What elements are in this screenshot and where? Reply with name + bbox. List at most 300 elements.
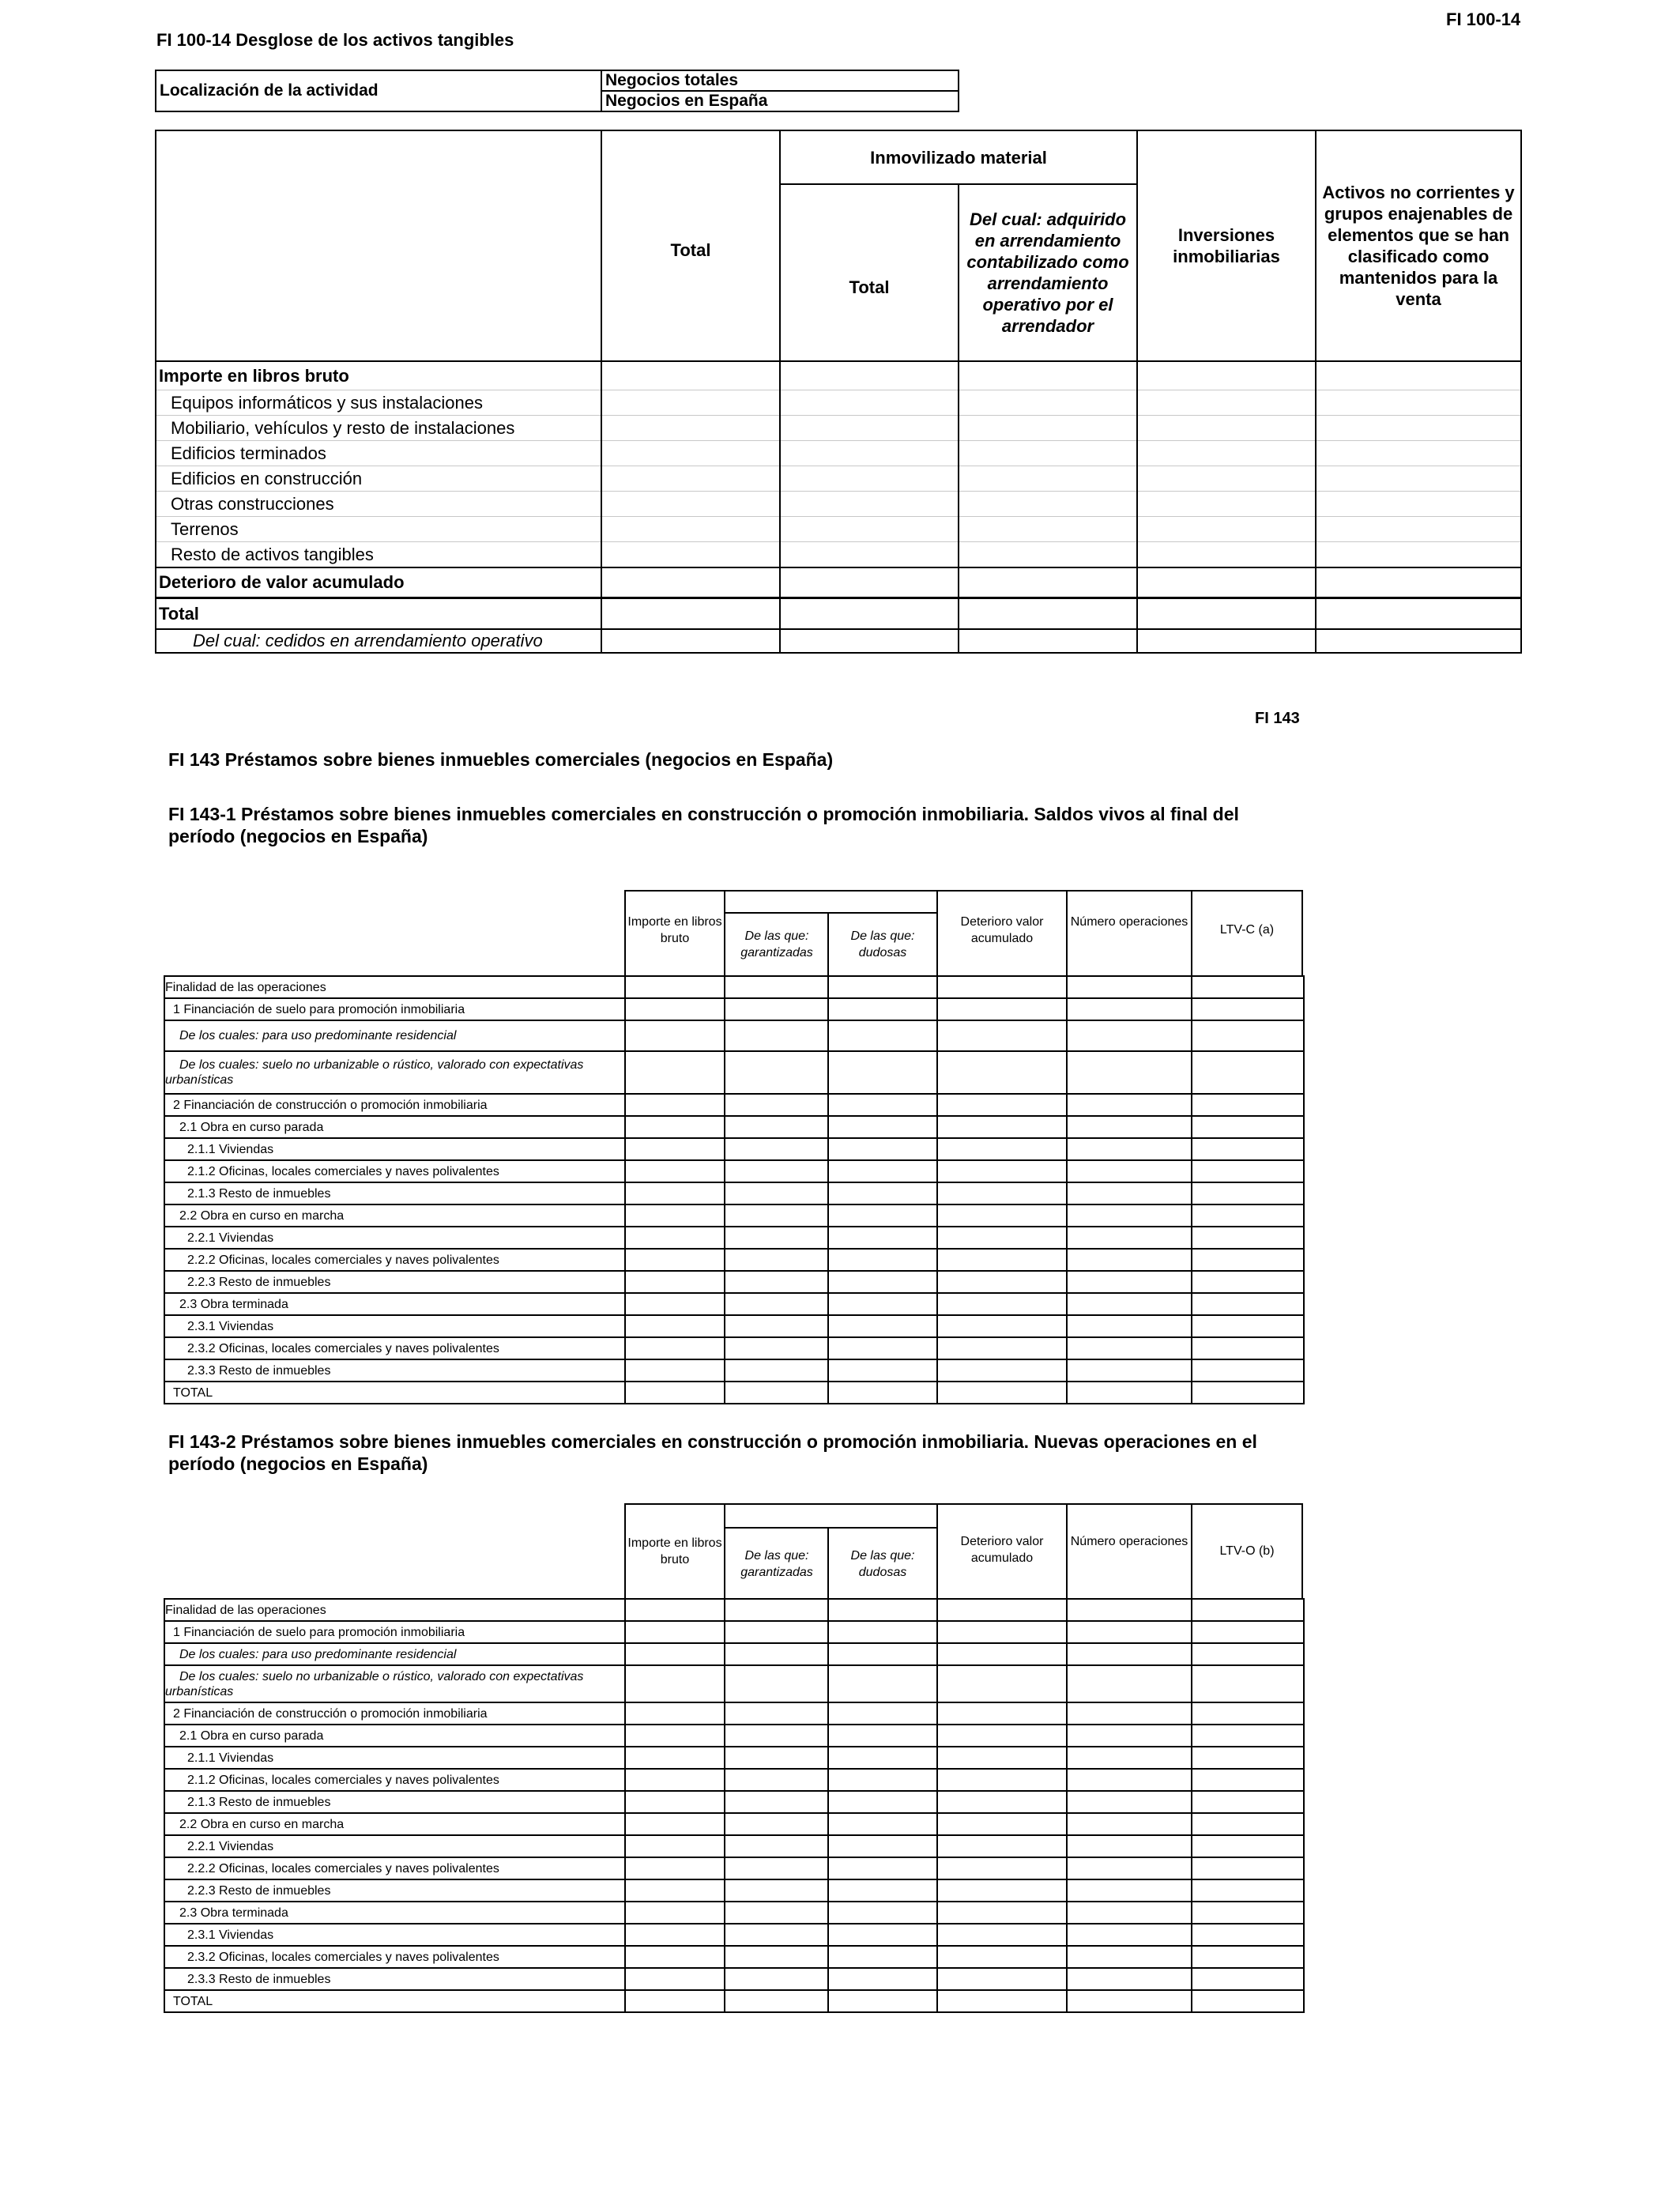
cell[interactable] xyxy=(1192,1643,1304,1665)
cell[interactable] xyxy=(937,1599,1067,1621)
cell[interactable] xyxy=(1067,1813,1192,1835)
cell[interactable] xyxy=(1067,1382,1192,1404)
cell[interactable] xyxy=(959,629,1137,653)
cell[interactable] xyxy=(1316,466,1521,492)
cell[interactable] xyxy=(625,1227,725,1249)
cell[interactable] xyxy=(937,1293,1067,1315)
cell[interactable] xyxy=(828,1621,937,1643)
cell[interactable] xyxy=(1067,1160,1192,1182)
cell[interactable] xyxy=(725,1020,828,1051)
cell[interactable] xyxy=(828,1271,937,1293)
cell[interactable] xyxy=(625,1665,725,1702)
cell[interactable] xyxy=(1192,1769,1304,1791)
cell[interactable] xyxy=(601,390,780,416)
cell[interactable] xyxy=(780,542,959,568)
cell[interactable] xyxy=(828,1138,937,1160)
table-row xyxy=(164,1968,1304,1990)
cell[interactable] xyxy=(725,1337,828,1359)
cell[interactable] xyxy=(828,1902,937,1924)
cell[interactable] xyxy=(828,1857,937,1879)
cell[interactable] xyxy=(1067,1702,1192,1725)
cell[interactable] xyxy=(1137,466,1316,492)
cell[interactable] xyxy=(828,1337,937,1359)
cell[interactable] xyxy=(725,1769,828,1791)
cell[interactable] xyxy=(1316,441,1521,466)
header-total: Total xyxy=(601,130,780,361)
cell[interactable] xyxy=(1192,1924,1304,1946)
table-row xyxy=(164,1857,1304,1879)
cell[interactable] xyxy=(937,1182,1067,1204)
cell[interactable] xyxy=(959,416,1137,441)
cell[interactable] xyxy=(1192,1599,1304,1621)
cell[interactable] xyxy=(725,1665,828,1702)
cell[interactable] xyxy=(937,1725,1067,1747)
cell[interactable] xyxy=(1192,1665,1304,1702)
cell[interactable] xyxy=(780,441,959,466)
cell[interactable] xyxy=(1067,1857,1192,1879)
cell[interactable] xyxy=(828,1968,937,1990)
cell[interactable] xyxy=(828,1725,937,1747)
cell[interactable] xyxy=(725,1116,828,1138)
cell[interactable] xyxy=(937,1204,1067,1227)
cell[interactable] xyxy=(725,1747,828,1769)
header-garantizadas: De las que: garantizadas xyxy=(740,929,813,959)
form-code-fi100-14: FI 100-14 xyxy=(1446,9,1521,29)
cell[interactable] xyxy=(780,361,959,390)
cell[interactable] xyxy=(1067,1116,1192,1138)
cell[interactable] xyxy=(725,1791,828,1813)
cell[interactable] xyxy=(601,466,780,492)
section-title-fi143-1: FI 143-1 Préstamos sobre bienes inmuebles comerciales en construcción o promoción inmobiliaria. Saldos vivos al final del período (negocios en España) xyxy=(168,804,1239,846)
cell[interactable] xyxy=(725,1359,828,1382)
header-dudosas: De las que: dudosas xyxy=(850,1549,915,1579)
cell[interactable] xyxy=(1192,1293,1304,1315)
cell[interactable] xyxy=(828,1116,937,1138)
row-label: 2.3.1 Viviendas xyxy=(164,1315,625,1337)
cell[interactable] xyxy=(625,1160,725,1182)
cell[interactable] xyxy=(937,1249,1067,1271)
header-garantizadas: De las que: garantizadas xyxy=(740,1549,813,1579)
cell[interactable] xyxy=(780,598,959,630)
cell[interactable] xyxy=(625,1813,725,1835)
cell[interactable] xyxy=(1067,1359,1192,1382)
cell[interactable] xyxy=(780,492,959,517)
cell[interactable] xyxy=(601,567,780,598)
cell[interactable] xyxy=(625,1879,725,1902)
cell[interactable] xyxy=(725,1051,828,1094)
cell[interactable] xyxy=(1192,1020,1304,1051)
cell[interactable] xyxy=(725,1725,828,1747)
cell[interactable] xyxy=(1192,976,1304,998)
cell[interactable] xyxy=(1316,492,1521,517)
row-label-del-cual: Del cual: cedidos en arrendamiento operativo xyxy=(156,629,601,653)
cell[interactable] xyxy=(625,1094,725,1116)
header-deterioro: Deterioro valor acumulado xyxy=(960,915,1044,945)
cell[interactable] xyxy=(625,1182,725,1204)
cell[interactable] xyxy=(828,976,937,998)
cell[interactable] xyxy=(1192,1116,1304,1138)
cell[interactable] xyxy=(725,1249,828,1271)
cell[interactable] xyxy=(828,1946,937,1968)
cell[interactable] xyxy=(828,1051,937,1094)
cell[interactable] xyxy=(725,1182,828,1204)
cell[interactable] xyxy=(625,1293,725,1315)
cell[interactable] xyxy=(1067,1599,1192,1621)
row-label: 2.3.1 Viviendas xyxy=(164,1924,625,1946)
cell[interactable] xyxy=(828,1359,937,1382)
cell[interactable] xyxy=(937,1621,1067,1643)
table-row xyxy=(164,1204,1304,1227)
cell[interactable] xyxy=(959,492,1137,517)
cell[interactable] xyxy=(1137,361,1316,390)
table-row xyxy=(164,1813,1304,1835)
cell[interactable] xyxy=(1192,1990,1304,2012)
cell[interactable] xyxy=(1316,390,1521,416)
cell[interactable] xyxy=(1192,1315,1304,1337)
cell[interactable] xyxy=(828,1227,937,1249)
cell[interactable] xyxy=(625,1020,725,1051)
table-row xyxy=(164,1227,1304,1249)
row-label-item: Terrenos xyxy=(156,517,601,542)
cell[interactable] xyxy=(828,1990,937,2012)
cell[interactable] xyxy=(828,1020,937,1051)
cell[interactable] xyxy=(725,1293,828,1315)
cell[interactable] xyxy=(937,1094,1067,1116)
cell[interactable] xyxy=(625,1902,725,1924)
cell[interactable] xyxy=(1192,1051,1304,1094)
cell[interactable] xyxy=(959,361,1137,390)
cell[interactable] xyxy=(1067,1791,1192,1813)
cell[interactable] xyxy=(1192,1879,1304,1902)
cell[interactable] xyxy=(828,1293,937,1315)
cell[interactable] xyxy=(625,1791,725,1813)
cell[interactable] xyxy=(625,1271,725,1293)
cell[interactable] xyxy=(725,1946,828,1968)
cell[interactable] xyxy=(937,976,1067,998)
cell[interactable] xyxy=(1192,1835,1304,1857)
cell[interactable] xyxy=(937,1990,1067,2012)
cell[interactable] xyxy=(937,1879,1067,1902)
cell[interactable] xyxy=(828,1094,937,1116)
cell[interactable] xyxy=(828,1769,937,1791)
cell[interactable] xyxy=(601,542,780,568)
cell[interactable] xyxy=(828,1643,937,1665)
cell[interactable] xyxy=(828,1791,937,1813)
cell[interactable] xyxy=(937,1791,1067,1813)
cell[interactable] xyxy=(1067,1094,1192,1116)
cell[interactable] xyxy=(937,1747,1067,1769)
cell[interactable] xyxy=(828,1249,937,1271)
row-label: 2.1.2 Oficinas, locales comerciales y naves polivalentes xyxy=(164,1769,625,1791)
cell[interactable] xyxy=(725,976,828,998)
cell[interactable] xyxy=(937,1902,1067,1924)
cell[interactable] xyxy=(1067,1643,1192,1665)
cell[interactable] xyxy=(1192,1747,1304,1769)
cell[interactable] xyxy=(828,1382,937,1404)
cell[interactable] xyxy=(725,1621,828,1643)
cell[interactable] xyxy=(625,1315,725,1337)
cell[interactable] xyxy=(1192,1382,1304,1404)
cell[interactable] xyxy=(725,1924,828,1946)
cell[interactable] xyxy=(959,567,1137,598)
cell[interactable] xyxy=(625,1924,725,1946)
cell[interactable] xyxy=(937,1857,1067,1879)
cell[interactable] xyxy=(625,1643,725,1665)
cell[interactable] xyxy=(1137,441,1316,466)
cell[interactable] xyxy=(1192,1182,1304,1204)
cell[interactable] xyxy=(1192,1702,1304,1725)
cell[interactable] xyxy=(1137,629,1316,653)
cell[interactable] xyxy=(959,466,1137,492)
cell[interactable] xyxy=(1067,1990,1192,2012)
cell[interactable] xyxy=(1316,598,1521,630)
cell[interactable] xyxy=(1192,1813,1304,1835)
cell[interactable] xyxy=(1067,1315,1192,1337)
cell[interactable] xyxy=(780,517,959,542)
cell[interactable] xyxy=(1192,1094,1304,1116)
cell[interactable] xyxy=(1316,629,1521,653)
cell[interactable] xyxy=(725,1094,828,1116)
cell[interactable] xyxy=(937,1160,1067,1182)
cell[interactable] xyxy=(828,1879,937,1902)
table-row xyxy=(164,1271,1304,1293)
cell[interactable] xyxy=(937,1271,1067,1293)
cell[interactable] xyxy=(937,1946,1067,1968)
cell[interactable] xyxy=(937,1968,1067,1990)
cell[interactable] xyxy=(937,1020,1067,1051)
cell[interactable] xyxy=(937,1643,1067,1665)
cell[interactable] xyxy=(1192,1725,1304,1747)
cell[interactable] xyxy=(625,1990,725,2012)
row-label-item: Resto de activos tangibles xyxy=(156,542,601,568)
cell[interactable] xyxy=(725,1599,828,1621)
header-ltv-o: LTV-O (b) xyxy=(1219,1544,1275,1558)
cell[interactable] xyxy=(780,629,959,653)
cell[interactable] xyxy=(1192,1621,1304,1643)
cell[interactable] xyxy=(1192,1857,1304,1879)
cell[interactable] xyxy=(1137,517,1316,542)
cell[interactable] xyxy=(725,1382,828,1404)
cell[interactable] xyxy=(1137,567,1316,598)
cell[interactable] xyxy=(1067,1293,1192,1315)
cell[interactable] xyxy=(1067,1621,1192,1643)
cell[interactable] xyxy=(1137,492,1316,517)
cell[interactable] xyxy=(625,1702,725,1725)
cell[interactable] xyxy=(959,598,1137,630)
table-row xyxy=(164,1160,1304,1182)
cell[interactable] xyxy=(625,1138,725,1160)
cell[interactable] xyxy=(725,1702,828,1725)
cell[interactable] xyxy=(1067,1249,1192,1271)
cell[interactable] xyxy=(937,1227,1067,1249)
cell[interactable] xyxy=(1192,1968,1304,1990)
cell[interactable] xyxy=(1137,542,1316,568)
cell[interactable] xyxy=(725,1227,828,1249)
cell[interactable] xyxy=(1316,416,1521,441)
cell[interactable] xyxy=(828,1182,937,1204)
cell[interactable] xyxy=(625,1382,725,1404)
cell[interactable] xyxy=(725,1857,828,1879)
cell[interactable] xyxy=(601,517,780,542)
cell[interactable] xyxy=(725,1271,828,1293)
cell[interactable] xyxy=(725,1990,828,2012)
cell[interactable] xyxy=(828,1599,937,1621)
cell[interactable] xyxy=(937,998,1067,1020)
cell[interactable] xyxy=(1316,542,1521,568)
cell[interactable] xyxy=(1192,1160,1304,1182)
cell[interactable] xyxy=(937,1813,1067,1835)
cell[interactable] xyxy=(601,598,780,630)
cell[interactable] xyxy=(780,416,959,441)
cell[interactable] xyxy=(601,629,780,653)
cell[interactable] xyxy=(1067,1337,1192,1359)
cell[interactable] xyxy=(1192,1359,1304,1382)
cell[interactable] xyxy=(1067,1020,1192,1051)
cell[interactable] xyxy=(828,1665,937,1702)
cell[interactable] xyxy=(828,1924,937,1946)
cell[interactable] xyxy=(1067,1747,1192,1769)
cell[interactable] xyxy=(1067,976,1192,998)
cell[interactable] xyxy=(1316,517,1521,542)
cell[interactable] xyxy=(959,390,1137,416)
cell[interactable] xyxy=(780,390,959,416)
cell[interactable] xyxy=(828,1813,937,1835)
cell[interactable] xyxy=(1067,1968,1192,1990)
cell[interactable] xyxy=(959,517,1137,542)
cell[interactable] xyxy=(1067,1665,1192,1702)
table-row xyxy=(164,1725,1304,1747)
cell[interactable] xyxy=(959,542,1137,568)
cell[interactable] xyxy=(937,1665,1067,1702)
cell[interactable] xyxy=(780,466,959,492)
cell[interactable] xyxy=(725,1813,828,1835)
cell[interactable] xyxy=(625,998,725,1020)
cell[interactable] xyxy=(1192,1946,1304,1968)
cell[interactable] xyxy=(1067,1835,1192,1857)
cell[interactable] xyxy=(625,1337,725,1359)
row-label: 2.3.3 Resto de inmuebles xyxy=(164,1359,625,1382)
cell[interactable] xyxy=(1192,1249,1304,1271)
cell[interactable] xyxy=(937,1359,1067,1382)
cell[interactable] xyxy=(937,1382,1067,1404)
cell[interactable] xyxy=(1067,1051,1192,1094)
cell[interactable] xyxy=(1316,361,1521,390)
cell[interactable] xyxy=(725,1902,828,1924)
cell[interactable] xyxy=(1067,1946,1192,1968)
cell[interactable] xyxy=(828,1160,937,1182)
cell[interactable] xyxy=(828,1315,937,1337)
cell[interactable] xyxy=(1067,1138,1192,1160)
cell[interactable] xyxy=(601,441,780,466)
cell[interactable] xyxy=(1192,1337,1304,1359)
cell[interactable] xyxy=(1067,1902,1192,1924)
cell[interactable] xyxy=(601,416,780,441)
cell[interactable] xyxy=(1192,1791,1304,1813)
cell[interactable] xyxy=(625,1769,725,1791)
cell[interactable] xyxy=(601,361,780,390)
cell[interactable] xyxy=(625,1621,725,1643)
cell[interactable] xyxy=(828,1747,937,1769)
cell[interactable] xyxy=(937,1337,1067,1359)
cell[interactable] xyxy=(937,1116,1067,1138)
row-label: 2.1.1 Viviendas xyxy=(164,1747,625,1769)
row-label: 2.3.2 Oficinas, locales comerciales y naves polivalentes xyxy=(164,1946,625,1968)
cell[interactable] xyxy=(725,1204,828,1227)
cell[interactable] xyxy=(1192,998,1304,1020)
cell[interactable] xyxy=(625,1249,725,1271)
cell[interactable] xyxy=(1192,1138,1304,1160)
cell[interactable] xyxy=(1067,1227,1192,1249)
cell[interactable] xyxy=(959,441,1137,466)
cell[interactable] xyxy=(1192,1902,1304,1924)
cell[interactable] xyxy=(625,1835,725,1857)
cell[interactable] xyxy=(625,1747,725,1769)
cell[interactable] xyxy=(1137,416,1316,441)
cell[interactable] xyxy=(1067,1271,1192,1293)
cell[interactable] xyxy=(725,1160,828,1182)
cell[interactable] xyxy=(625,1725,725,1747)
cell[interactable] xyxy=(1192,1204,1304,1227)
cell[interactable] xyxy=(1067,1879,1192,1902)
cell[interactable] xyxy=(725,1968,828,1990)
cell[interactable] xyxy=(625,1051,725,1094)
cell[interactable] xyxy=(780,567,959,598)
location-option-totales[interactable]: Negocios totales xyxy=(601,70,959,91)
header-importe: Importe en libros bruto xyxy=(627,915,722,945)
cell[interactable] xyxy=(625,1204,725,1227)
cell[interactable] xyxy=(1192,1227,1304,1249)
cell[interactable] xyxy=(625,1946,725,1968)
cell[interactable] xyxy=(1316,567,1521,598)
cell[interactable] xyxy=(1067,1204,1192,1227)
cell[interactable] xyxy=(1067,1182,1192,1204)
cell[interactable] xyxy=(1067,1725,1192,1747)
cell[interactable] xyxy=(1067,1924,1192,1946)
cell[interactable] xyxy=(828,998,937,1020)
cell[interactable] xyxy=(725,1835,828,1857)
header-inmovilizado: Inmovilizado material xyxy=(780,130,1137,184)
cell[interactable] xyxy=(1137,390,1316,416)
cell[interactable] xyxy=(937,1769,1067,1791)
cell[interactable] xyxy=(725,1138,828,1160)
cell[interactable] xyxy=(625,976,725,998)
cell[interactable] xyxy=(725,1643,828,1665)
cell[interactable] xyxy=(828,1835,937,1857)
cell[interactable] xyxy=(937,1835,1067,1857)
cell[interactable] xyxy=(725,1315,828,1337)
cell[interactable] xyxy=(828,1702,937,1725)
cell[interactable] xyxy=(625,1968,725,1990)
cell[interactable] xyxy=(937,1138,1067,1160)
cell[interactable] xyxy=(1067,998,1192,1020)
cell[interactable] xyxy=(1137,598,1316,630)
cell[interactable] xyxy=(937,1051,1067,1094)
cell[interactable] xyxy=(828,1204,937,1227)
cell[interactable] xyxy=(725,1879,828,1902)
cell[interactable] xyxy=(1192,1271,1304,1293)
location-option-espana[interactable]: Negocios en España xyxy=(601,91,959,111)
cell[interactable] xyxy=(625,1599,725,1621)
cell[interactable] xyxy=(937,1315,1067,1337)
cell[interactable] xyxy=(601,492,780,517)
cell[interactable] xyxy=(625,1857,725,1879)
cell[interactable] xyxy=(625,1359,725,1382)
cell[interactable] xyxy=(937,1924,1067,1946)
cell[interactable] xyxy=(937,1702,1067,1725)
cell[interactable] xyxy=(625,1116,725,1138)
cell[interactable] xyxy=(1067,1769,1192,1791)
cell[interactable] xyxy=(725,998,828,1020)
